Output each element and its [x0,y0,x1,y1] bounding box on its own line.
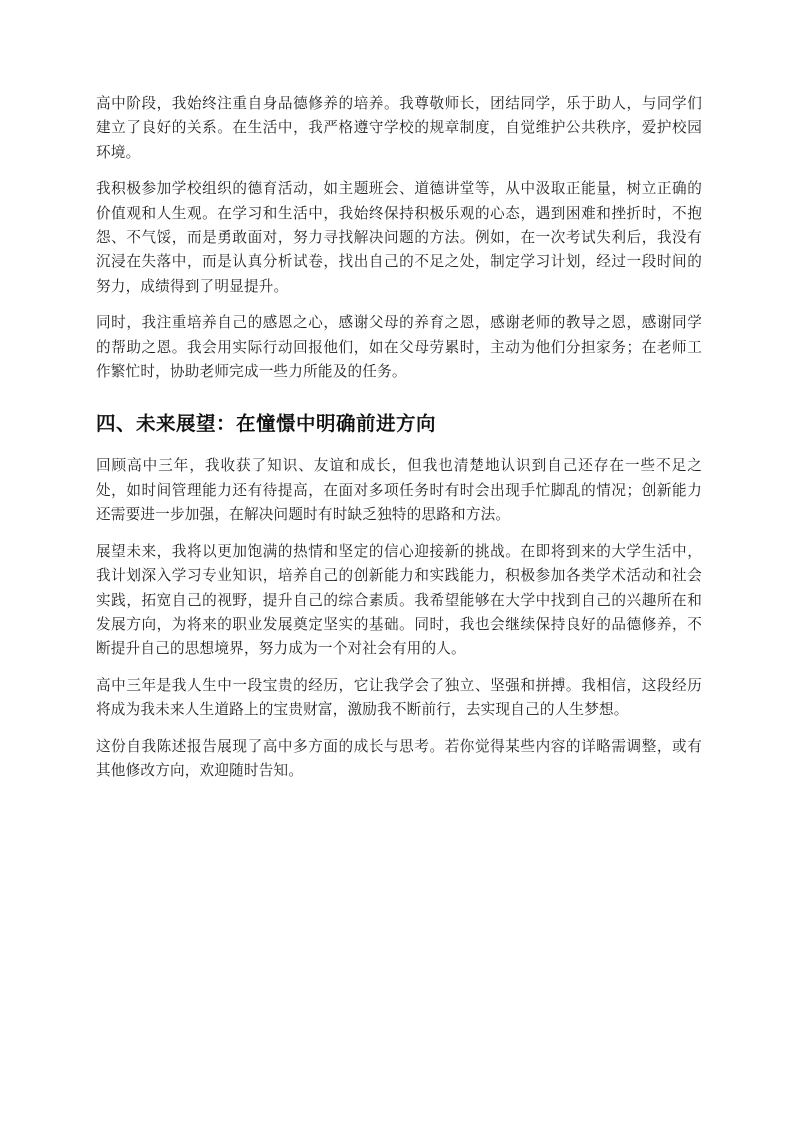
paragraph-gratitude: 同时，我注重培养自己的感恩之心，感谢父母的养育之恩，感谢老师的教导之恩，感谢同学的帮助之恩。我会用实际行动回报他们，如在父母劳累时，主动为他们分担家务；在老师工作繁忙时，协助老师完成一些力所能及的任务。 [96,314,702,381]
paragraph-moral-activities: 我积极参加学校组织的德育活动，如主题班会、道德讲堂等，从中汲取正能量，树立正确的价值观和人生观。在学习和生活中，我始终保持积极乐观的心态，遇到困难和挫折时，不抱怨、不气馁，而是勇敢面对，努力寻找解决问题的方法。例如，在一次考试失利后，我没有沉浸在失落中，而是认真分析试卷，找出自己的不足之处，制定学习计划，经过一段时间的努力，成绩得到了明显提升。 [96,180,702,295]
paragraph-character-cultivation: 高中阶段，我始终注重自身品德修养的培养。我尊敬师长，团结同学，乐于助人，与同学们建立了良好的关系。在生活中，我严格遵守学校的规章制度，自觉维护公共秩序，爱护校园环境。 [96,95,702,161]
section-heading-future-outlook: 四、未来展望：在憧憬中明确前进方向 [96,412,437,436]
paragraph-review: 回顾高中三年，我收获了知识、友谊和成长，但我也清楚地认识到自己还存在一些不足之处，如时间管理能力还有待提高，在面对多项任务时有时会出现手忙脚乱的情况；创新能力还需要进一步加强，在解决问题时有时缺乏独特的思路和方法。 [96,457,702,524]
paragraph-closing-note: 这份自我陈述报告展现了高中多方面的成长与思考。若你觉得某些内容的详略需调整，或有其他修改方向，欢迎随时告知。 [96,737,702,779]
document-body [96,92,702,795]
paragraph-outlook: 展望未来，我将以更加饱满的热情和坚定的信心迎接新的挑战。在即将到来的大学生活中，我计划深入学习专业知识，培养自己的创新能力和实践能力，积极参加各类学术活动和社会实践，拓宽自己的视野，提升自己的综合素质。我希望能够在大学中找到自己的兴趣所在和发展方向，为将来的职业发展奠定坚实的基础。同时，我也会继续保持良好的品德修养，不断提升自己的思想境界，努力成为一个对社会有用的人。 [96,542,702,658]
paragraph-conclusion: 高中三年是我人生中一段宝贵的经历，它让我学会了独立、坚强和拼搏。我相信，这段经历将成为我未来人生道路上的宝贵财富，激励我不断前行，去实现自己的人生梦想。 [96,676,702,719]
